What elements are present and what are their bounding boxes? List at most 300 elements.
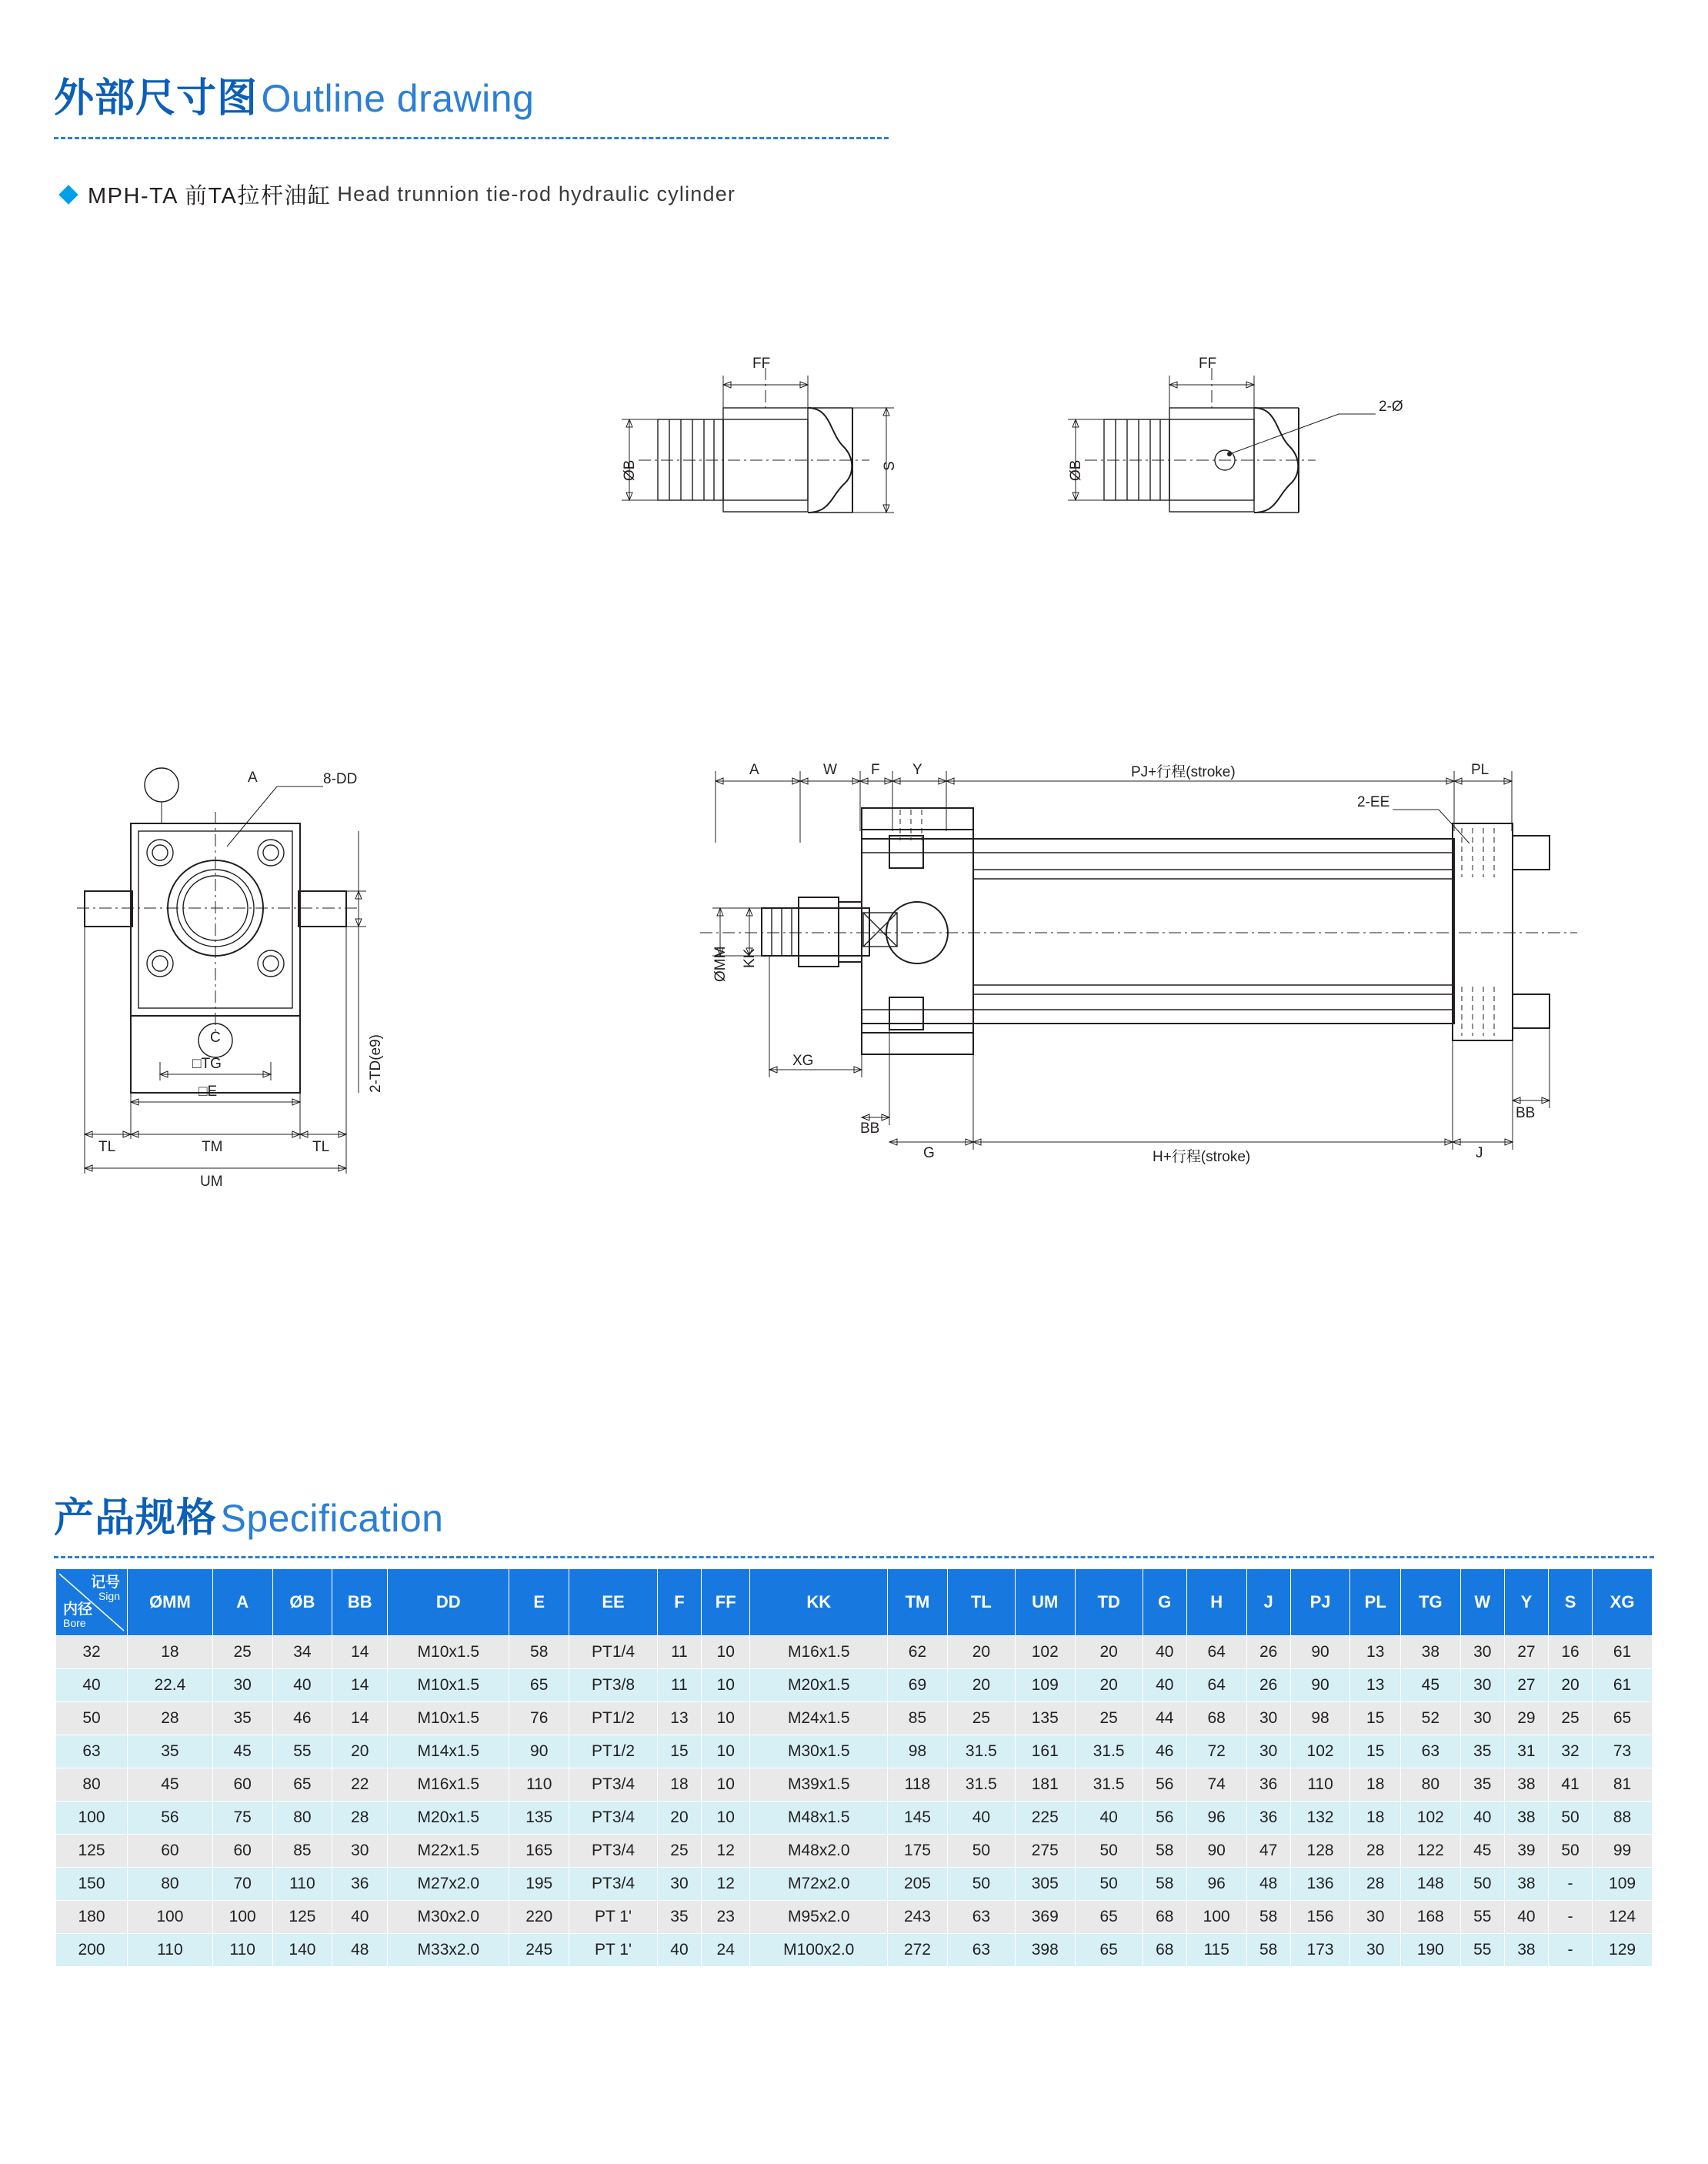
cell-dd: M20x1.5 bbox=[388, 1802, 509, 1835]
cell-mm: 80 bbox=[128, 1868, 213, 1901]
cell-td: 65 bbox=[1075, 1901, 1143, 1934]
cell-j: 48 bbox=[1246, 1868, 1290, 1901]
cell-b: 140 bbox=[272, 1934, 332, 1967]
cell-b: 55 bbox=[272, 1735, 332, 1768]
cell-kk: M100x2.0 bbox=[750, 1934, 888, 1967]
label-bb-left: BB bbox=[860, 1120, 880, 1137]
cell-s: 50 bbox=[1548, 1802, 1592, 1835]
cell-ee: PT1/4 bbox=[569, 1636, 658, 1669]
cell-pj: 102 bbox=[1290, 1735, 1350, 1768]
cell-y: 38 bbox=[1504, 1768, 1548, 1802]
cell-xg: 88 bbox=[1593, 1802, 1653, 1835]
label-s: S bbox=[882, 461, 898, 471]
cell-tg: 148 bbox=[1400, 1868, 1460, 1901]
label-a-dim: A bbox=[749, 762, 759, 778]
cell-s: 32 bbox=[1548, 1735, 1592, 1768]
cell-f: 25 bbox=[657, 1835, 701, 1868]
cell-tg: 102 bbox=[1400, 1802, 1460, 1835]
cell-s: 41 bbox=[1548, 1768, 1592, 1802]
cell-bore: 150 bbox=[56, 1868, 128, 1901]
cell-dd: M22x1.5 bbox=[388, 1835, 509, 1868]
cell-pj: 90 bbox=[1290, 1669, 1350, 1702]
cell-tm: 205 bbox=[888, 1868, 948, 1901]
cell-bore: 180 bbox=[56, 1901, 128, 1934]
cell-e: 76 bbox=[509, 1702, 569, 1735]
cell-bore: 40 bbox=[56, 1669, 128, 1702]
cell-dd: M10x1.5 bbox=[388, 1636, 509, 1669]
cell-g: 68 bbox=[1143, 1901, 1186, 1934]
cell-e: 90 bbox=[509, 1735, 569, 1768]
cell-bb: 28 bbox=[332, 1802, 388, 1835]
spec-title-divider bbox=[54, 1556, 1654, 1558]
cell-a: 70 bbox=[212, 1868, 272, 1901]
header-g: G bbox=[1143, 1569, 1186, 1636]
cell-w: 30 bbox=[1460, 1636, 1504, 1669]
cell-y: 29 bbox=[1504, 1702, 1548, 1735]
cell-ff: 10 bbox=[702, 1702, 750, 1735]
cell-h: 72 bbox=[1186, 1735, 1246, 1768]
cell-w: 30 bbox=[1460, 1702, 1504, 1735]
cell-dd: M30x2.0 bbox=[388, 1901, 509, 1934]
cell-pj: 132 bbox=[1290, 1802, 1350, 1835]
cell-tl: 20 bbox=[947, 1669, 1015, 1702]
model-subheading bbox=[62, 179, 736, 210]
cell-xg: 124 bbox=[1593, 1901, 1653, 1934]
cell-h: 74 bbox=[1186, 1768, 1246, 1802]
cell-a: 60 bbox=[212, 1835, 272, 1868]
cell-dd: M10x1.5 bbox=[388, 1702, 509, 1735]
cell-f: 15 bbox=[657, 1735, 701, 1768]
cell-dd: M16x1.5 bbox=[388, 1768, 509, 1802]
cell-y: 38 bbox=[1504, 1868, 1548, 1901]
cell-td: 50 bbox=[1075, 1868, 1143, 1901]
cell-tm: 145 bbox=[888, 1802, 948, 1835]
cell-tl: 50 bbox=[947, 1868, 1015, 1901]
table-row bbox=[56, 1636, 1653, 1669]
cell-kk: M39x1.5 bbox=[750, 1768, 888, 1802]
cell-a: 75 bbox=[212, 1802, 272, 1835]
cell-h: 64 bbox=[1186, 1669, 1246, 1702]
side-view-cylinder bbox=[669, 762, 1639, 1270]
cell-pl: 28 bbox=[1350, 1835, 1401, 1868]
cell-td: 31.5 bbox=[1075, 1768, 1143, 1802]
cell-ff: 10 bbox=[702, 1802, 750, 1835]
cell-td: 31.5 bbox=[1075, 1735, 1143, 1768]
table-row bbox=[56, 1868, 1653, 1901]
cell-ee: PT3/8 bbox=[569, 1669, 658, 1702]
cell-e: 58 bbox=[509, 1636, 569, 1669]
cell-ff: 24 bbox=[702, 1934, 750, 1967]
header-ee: EE bbox=[569, 1569, 658, 1636]
cell-pl: 13 bbox=[1350, 1636, 1401, 1669]
cell-xg: 73 bbox=[1593, 1735, 1653, 1768]
cell-j: 47 bbox=[1246, 1835, 1290, 1868]
cell-h: 96 bbox=[1186, 1868, 1246, 1901]
cell-pj: 110 bbox=[1290, 1768, 1350, 1802]
cell-um: 102 bbox=[1015, 1636, 1075, 1669]
label-w-dim: W bbox=[823, 762, 837, 778]
cell-tm: 98 bbox=[888, 1735, 948, 1768]
cell-kk: M20x1.5 bbox=[750, 1669, 888, 1702]
cell-f: 40 bbox=[657, 1934, 701, 1967]
cell-j: 30 bbox=[1246, 1702, 1290, 1735]
table-row bbox=[56, 1768, 1653, 1802]
cell-g: 58 bbox=[1143, 1868, 1186, 1901]
cell-dd: M27x2.0 bbox=[388, 1868, 509, 1901]
table-row bbox=[56, 1702, 1653, 1735]
label-um: UM bbox=[200, 1174, 223, 1190]
cell-tl: 50 bbox=[947, 1835, 1015, 1868]
outline-title-divider bbox=[54, 137, 889, 139]
cell-pl: 15 bbox=[1350, 1702, 1401, 1735]
cell-h: 115 bbox=[1186, 1934, 1246, 1967]
cell-s: 25 bbox=[1548, 1702, 1592, 1735]
cell-a: 25 bbox=[212, 1636, 272, 1669]
cell-a: 35 bbox=[212, 1702, 272, 1735]
cell-bore: 100 bbox=[56, 1802, 128, 1835]
label-xg: XG bbox=[792, 1053, 814, 1069]
cell-ee: PT 1' bbox=[569, 1901, 658, 1934]
header-ff: FF bbox=[702, 1569, 750, 1636]
cell-kk: M30x1.5 bbox=[750, 1735, 888, 1768]
cell-tl: 63 bbox=[947, 1934, 1015, 1967]
cell-tl: 31.5 bbox=[947, 1768, 1015, 1802]
header-bb: BB bbox=[332, 1569, 388, 1636]
cell-td: 40 bbox=[1075, 1802, 1143, 1835]
cell-s: - bbox=[1548, 1868, 1592, 1901]
label-tg: □TG bbox=[192, 1056, 222, 1072]
label-ff-left: FF bbox=[752, 356, 771, 372]
cell-tg: 38 bbox=[1400, 1636, 1460, 1669]
cell-b: 46 bbox=[272, 1702, 332, 1735]
cell-xg: 129 bbox=[1593, 1934, 1653, 1967]
cell-ff: 10 bbox=[702, 1636, 750, 1669]
label-bb-right: BB bbox=[1516, 1105, 1536, 1121]
cell-e: 135 bbox=[509, 1802, 569, 1835]
cell-b: 110 bbox=[272, 1868, 332, 1901]
cell-dd: M10x1.5 bbox=[388, 1669, 509, 1702]
cell-a: 110 bbox=[212, 1934, 272, 1967]
cell-j: 26 bbox=[1246, 1669, 1290, 1702]
specification-title bbox=[54, 1485, 443, 1543]
cell-ff: 10 bbox=[702, 1768, 750, 1802]
cell-mm: 18 bbox=[128, 1636, 213, 1669]
table-row bbox=[56, 1901, 1653, 1934]
cell-h: 64 bbox=[1186, 1636, 1246, 1669]
label-h-stroke: H+行程(stroke) bbox=[1153, 1149, 1251, 1165]
cell-h: 68 bbox=[1186, 1702, 1246, 1735]
cell-ff: 10 bbox=[702, 1735, 750, 1768]
header-td: TD bbox=[1075, 1569, 1143, 1636]
cell-s: - bbox=[1548, 1934, 1592, 1967]
cell-ee: PT1/2 bbox=[569, 1702, 658, 1735]
table-body bbox=[56, 1636, 1653, 1967]
cell-h: 90 bbox=[1186, 1835, 1246, 1868]
cell-tg: 63 bbox=[1400, 1735, 1460, 1768]
cell-bore: 50 bbox=[56, 1702, 128, 1735]
cell-j: 30 bbox=[1246, 1735, 1290, 1768]
cell-td: 20 bbox=[1075, 1636, 1143, 1669]
cell-e: 220 bbox=[509, 1901, 569, 1934]
cell-tm: 175 bbox=[888, 1835, 948, 1868]
cell-ee: PT3/4 bbox=[569, 1768, 658, 1802]
specification-table bbox=[55, 1568, 1653, 1967]
label-two-diameter: 2-Ø bbox=[1379, 399, 1403, 415]
label-j-dim: J bbox=[1476, 1145, 1483, 1161]
cell-um: 109 bbox=[1015, 1669, 1075, 1702]
cell-b: 34 bbox=[272, 1636, 332, 1669]
cell-tg: 122 bbox=[1400, 1835, 1460, 1868]
cell-bore: 200 bbox=[56, 1934, 128, 1967]
cell-bore: 125 bbox=[56, 1835, 128, 1868]
cell-xg: 65 bbox=[1593, 1702, 1653, 1735]
cell-g: 56 bbox=[1143, 1802, 1186, 1835]
cell-tl: 40 bbox=[947, 1802, 1015, 1835]
cell-xg: 99 bbox=[1593, 1835, 1653, 1868]
cell-j: 58 bbox=[1246, 1934, 1290, 1967]
cell-pj: 128 bbox=[1290, 1835, 1350, 1868]
cell-f: 30 bbox=[657, 1868, 701, 1901]
header-j: J bbox=[1246, 1569, 1290, 1636]
cell-f: 20 bbox=[657, 1802, 701, 1835]
table-header-row bbox=[56, 1569, 1653, 1636]
header-h: H bbox=[1186, 1569, 1246, 1636]
cell-b: 85 bbox=[272, 1835, 332, 1868]
header-sign-cn: 记号 bbox=[90, 1575, 120, 1591]
cell-y: 38 bbox=[1504, 1934, 1548, 1967]
cell-g: 40 bbox=[1143, 1636, 1186, 1669]
cell-s: - bbox=[1548, 1901, 1592, 1934]
cell-pl: 18 bbox=[1350, 1768, 1401, 1802]
cell-a: 100 bbox=[212, 1901, 272, 1934]
cell-y: 38 bbox=[1504, 1802, 1548, 1835]
cell-pl: 30 bbox=[1350, 1901, 1401, 1934]
cell-e: 65 bbox=[509, 1669, 569, 1702]
cell-g: 46 bbox=[1143, 1735, 1186, 1768]
cell-mm: 110 bbox=[128, 1934, 213, 1967]
cell-e: 195 bbox=[509, 1868, 569, 1901]
cell-w: 45 bbox=[1460, 1835, 1504, 1868]
cell-w: 50 bbox=[1460, 1868, 1504, 1901]
cell-y: 31 bbox=[1504, 1735, 1548, 1768]
cell-xg: 81 bbox=[1593, 1768, 1653, 1802]
cell-e: 245 bbox=[509, 1934, 569, 1967]
cell-ee: PT3/4 bbox=[569, 1835, 658, 1868]
cell-um: 225 bbox=[1015, 1802, 1075, 1835]
cell-kk: M16x1.5 bbox=[750, 1636, 888, 1669]
front-view-flange bbox=[92, 754, 569, 1262]
header-sign-bore bbox=[56, 1569, 128, 1636]
cell-um: 369 bbox=[1015, 1901, 1075, 1934]
cell-pl: 13 bbox=[1350, 1669, 1401, 1702]
outline-title-en: Outline drawing bbox=[261, 77, 535, 120]
header-e: E bbox=[509, 1569, 569, 1636]
label-eight-dd: 8-DD bbox=[323, 771, 358, 787]
cell-ff: 12 bbox=[702, 1868, 750, 1901]
cell-td: 25 bbox=[1075, 1702, 1143, 1735]
header-pj: PJ bbox=[1290, 1569, 1350, 1636]
cell-tg: 80 bbox=[1400, 1768, 1460, 1802]
cell-j: 58 bbox=[1246, 1901, 1290, 1934]
cell-pl: 30 bbox=[1350, 1934, 1401, 1967]
cell-bb: 22 bbox=[332, 1768, 388, 1802]
cell-dd: M33x2.0 bbox=[388, 1934, 509, 1967]
cell-ee: PT3/4 bbox=[569, 1802, 658, 1835]
header-um: UM bbox=[1015, 1569, 1075, 1636]
cell-xg: 61 bbox=[1593, 1636, 1653, 1669]
header-y: Y bbox=[1504, 1569, 1548, 1636]
cell-bb: 14 bbox=[332, 1669, 388, 1702]
rod-end-detail-right bbox=[1031, 356, 1570, 562]
label-td-e9: 2-TD(e9) bbox=[368, 1034, 384, 1093]
cell-td: 65 bbox=[1075, 1934, 1143, 1967]
cell-bore: 63 bbox=[56, 1735, 128, 1768]
cell-e: 110 bbox=[509, 1768, 569, 1802]
cell-tm: 243 bbox=[888, 1901, 948, 1934]
cell-pj: 90 bbox=[1290, 1636, 1350, 1669]
cell-td: 20 bbox=[1075, 1669, 1143, 1702]
cell-w: 35 bbox=[1460, 1768, 1504, 1802]
label-g-dim: G bbox=[923, 1145, 935, 1161]
cell-bb: 36 bbox=[332, 1868, 388, 1901]
table-row bbox=[56, 1735, 1653, 1768]
cell-w: 55 bbox=[1460, 1901, 1504, 1934]
cell-h: 96 bbox=[1186, 1802, 1246, 1835]
cell-w: 30 bbox=[1460, 1669, 1504, 1702]
outline-title-cn: 外部尺寸图 bbox=[54, 76, 259, 121]
label-tl-right: TL bbox=[312, 1139, 330, 1155]
cell-mm: 100 bbox=[128, 1901, 213, 1934]
header-kk: KK bbox=[750, 1569, 888, 1636]
label-two-ee: 2-EE bbox=[1357, 794, 1390, 810]
label-kk: KK bbox=[742, 948, 758, 968]
table-row bbox=[56, 1835, 1653, 1868]
header-bore-en: Bore bbox=[63, 1617, 86, 1630]
cell-s: 20 bbox=[1548, 1669, 1592, 1702]
cell-mm: 56 bbox=[128, 1802, 213, 1835]
header-tm: TM bbox=[888, 1569, 948, 1636]
model-description: Head trunnion tie-rod hydraulic cylinder bbox=[337, 182, 736, 205]
cell-pj: 136 bbox=[1290, 1868, 1350, 1901]
cell-pl: 28 bbox=[1350, 1868, 1401, 1901]
cell-a: 45 bbox=[212, 1735, 272, 1768]
label-e: □E bbox=[198, 1084, 218, 1100]
cell-f: 18 bbox=[657, 1768, 701, 1802]
cell-ff: 12 bbox=[702, 1835, 750, 1868]
cell-g: 68 bbox=[1143, 1934, 1186, 1967]
cell-w: 40 bbox=[1460, 1802, 1504, 1835]
cell-b: 125 bbox=[272, 1901, 332, 1934]
header-b: ØB bbox=[272, 1569, 332, 1636]
cell-tm: 62 bbox=[888, 1636, 948, 1669]
cell-kk: M24x1.5 bbox=[750, 1702, 888, 1735]
header-f: F bbox=[657, 1569, 701, 1636]
label-ob-left: ØB bbox=[622, 459, 638, 481]
cell-s: 50 bbox=[1548, 1835, 1592, 1868]
cell-f: 13 bbox=[657, 1702, 701, 1735]
cell-mm: 28 bbox=[128, 1702, 213, 1735]
cell-g: 44 bbox=[1143, 1702, 1186, 1735]
cell-ee: PT1/2 bbox=[569, 1735, 658, 1768]
cell-dd: M14x1.5 bbox=[388, 1735, 509, 1768]
header-dd: DD bbox=[388, 1569, 509, 1636]
cell-mm: 35 bbox=[128, 1735, 213, 1768]
header-mm: ØMM bbox=[128, 1569, 213, 1636]
cell-a: 60 bbox=[212, 1768, 272, 1802]
label-a-marker: A bbox=[248, 770, 258, 786]
cell-f: 11 bbox=[657, 1636, 701, 1669]
cell-ff: 10 bbox=[702, 1669, 750, 1702]
cell-tg: 45 bbox=[1400, 1669, 1460, 1702]
cell-td: 50 bbox=[1075, 1835, 1143, 1868]
header-xg: XG bbox=[1593, 1569, 1653, 1636]
cell-bore: 80 bbox=[56, 1768, 128, 1802]
cell-um: 135 bbox=[1015, 1702, 1075, 1735]
cell-f: 35 bbox=[657, 1901, 701, 1934]
header-bore-cn: 内径 bbox=[63, 1601, 93, 1618]
label-ff-right: FF bbox=[1199, 356, 1217, 372]
cell-xg: 109 bbox=[1593, 1868, 1653, 1901]
cell-y: 40 bbox=[1504, 1901, 1548, 1934]
cell-a: 30 bbox=[212, 1669, 272, 1702]
cell-tm: 85 bbox=[888, 1702, 948, 1735]
header-w: W bbox=[1460, 1569, 1504, 1636]
header-tl: TL bbox=[947, 1569, 1015, 1636]
spec-title-en: Specification bbox=[220, 1497, 444, 1540]
cell-ee: PT 1' bbox=[569, 1934, 658, 1967]
cell-tl: 20 bbox=[947, 1636, 1015, 1669]
cell-tg: 52 bbox=[1400, 1702, 1460, 1735]
table-row bbox=[56, 1669, 1653, 1702]
cell-mm: 60 bbox=[128, 1835, 213, 1868]
label-f-dim: F bbox=[871, 762, 880, 778]
cell-bb: 20 bbox=[332, 1735, 388, 1768]
cell-bb: 48 bbox=[332, 1934, 388, 1967]
header-pl: PL bbox=[1350, 1569, 1401, 1636]
cell-y: 39 bbox=[1504, 1835, 1548, 1868]
label-y-dim: Y bbox=[912, 762, 922, 778]
cell-um: 305 bbox=[1015, 1868, 1075, 1901]
cell-kk: M48x1.5 bbox=[750, 1802, 888, 1835]
cell-y: 27 bbox=[1504, 1669, 1548, 1702]
label-ob-right: ØB bbox=[1068, 459, 1084, 481]
cell-tg: 168 bbox=[1400, 1901, 1460, 1934]
label-pl-dim: PL bbox=[1471, 762, 1489, 778]
cell-b: 80 bbox=[272, 1802, 332, 1835]
cell-b: 65 bbox=[272, 1768, 332, 1802]
cell-kk: M95x2.0 bbox=[750, 1901, 888, 1934]
label-omm: ØMM bbox=[712, 946, 729, 982]
header-a: A bbox=[212, 1569, 272, 1636]
table-row bbox=[56, 1934, 1653, 1967]
cell-tl: 25 bbox=[947, 1702, 1015, 1735]
cell-pj: 156 bbox=[1290, 1901, 1350, 1934]
cell-um: 398 bbox=[1015, 1934, 1075, 1967]
cell-pj: 98 bbox=[1290, 1702, 1350, 1735]
cell-bb: 30 bbox=[332, 1835, 388, 1868]
cell-j: 36 bbox=[1246, 1768, 1290, 1802]
cell-j: 26 bbox=[1246, 1636, 1290, 1669]
cell-um: 181 bbox=[1015, 1768, 1075, 1802]
cell-g: 40 bbox=[1143, 1669, 1186, 1702]
cell-tl: 31.5 bbox=[947, 1735, 1015, 1768]
cell-tl: 63 bbox=[947, 1901, 1015, 1934]
cell-e: 165 bbox=[509, 1835, 569, 1868]
cell-um: 275 bbox=[1015, 1835, 1075, 1868]
cell-h: 100 bbox=[1186, 1901, 1246, 1934]
cell-b: 40 bbox=[272, 1669, 332, 1702]
spec-title-cn: 产品规格 bbox=[54, 1496, 218, 1541]
